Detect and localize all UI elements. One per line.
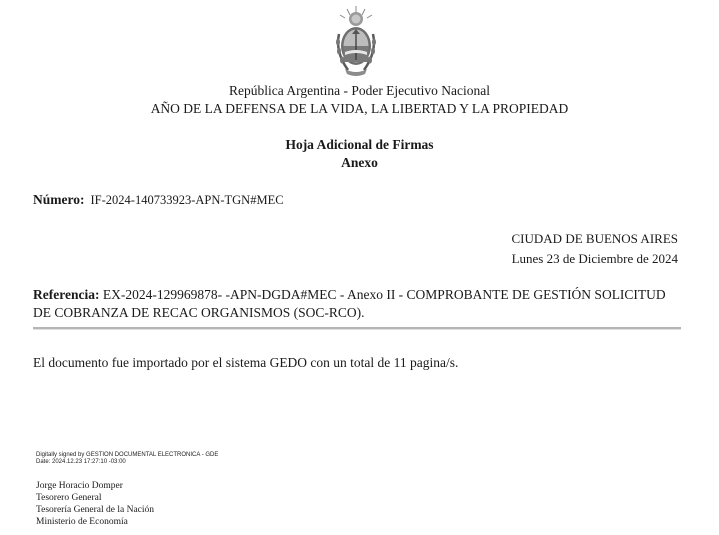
referencia-label: Referencia:: [33, 287, 100, 302]
digital-signature-signer: Digitally signed by GESTION DOCUMENTAL ELECTRONICA - GDE: [36, 452, 219, 458]
header-republic-line: República Argentina - Poder Ejecutivo Nacional: [228, 83, 491, 98]
document-title: Hoja Adicional de Firmas: [285, 137, 434, 152]
body-text: El documento fue importado por el sistema GEDO con un total de 11 pagina/s.: [33, 355, 459, 370]
digital-signature-date: Date: 2024.12.23 17:27:10 -03:00: [36, 459, 126, 465]
referencia-block: [33, 286, 683, 322]
numero-row: [33, 192, 284, 208]
numero-value: IF-2024-140733923-APN-TGN#MEC: [90, 193, 284, 207]
signer-ministry: Ministerio de Economía: [36, 517, 128, 527]
place-label: CIUDAD DE BUENOS AIRES: [511, 231, 678, 246]
referencia-text: EX-2024-129969878- -APN-DGDA#MEC - Anexo II - COMPROBANTE DE GESTIÓN SOLICITUD DE COBRANZA DE RECAC ORGANISMOS (SOC-RCO).: [33, 287, 666, 320]
signer-name: Jorge Horacio Domper: [36, 481, 123, 491]
signer-office: Tesorería General de la Nación: [36, 505, 155, 515]
coat-of-arms-icon: [330, 4, 382, 80]
signer-position: Tesorero General: [36, 493, 102, 503]
digital-signature-info: [36, 452, 218, 466]
date-label: Lunes 23 de Diciembre de 2024: [511, 251, 678, 266]
header-year-motto: AÑO DE LA DEFENSA DE LA VIDA, LA LIBERTAD Y LA PROPIEDAD: [150, 101, 569, 116]
numero-label: Número:: [33, 192, 85, 207]
document-subtitle: Anexo: [341, 155, 378, 170]
signer-block: [36, 480, 154, 528]
section-divider: [33, 327, 681, 330]
